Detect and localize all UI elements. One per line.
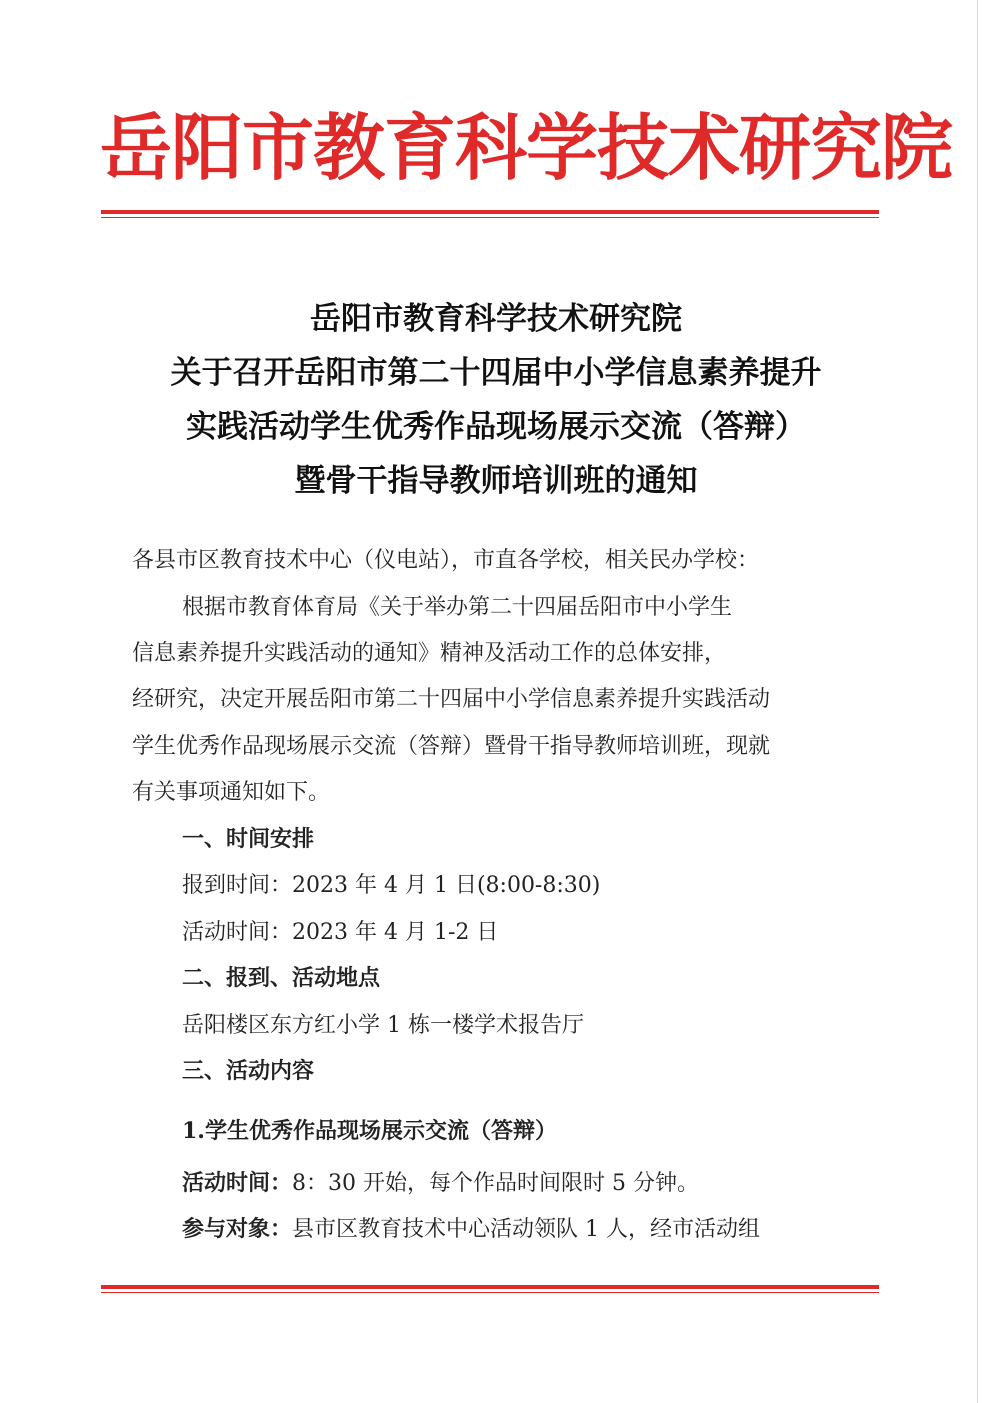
title-line-4: 暨骨干指导教师培训班的通知 xyxy=(294,463,698,499)
paragraph-1-line-5: 有关事项通知如下。 xyxy=(132,780,331,805)
item-1-time-value: 8：30 开始，每个作品时间限时 5 分钟。 xyxy=(292,1171,699,1196)
activity-time: 活动时间：2023 年 4 月 1-2 日 xyxy=(182,920,499,945)
section-2-heading: 二、报到、活动地点 xyxy=(182,966,381,991)
salutation: 各县市区教育技术中心（仪电站），市直各学校，相关民办学校： xyxy=(132,548,760,573)
location: 岳阳楼区东方红小学 1 栋一楼学术报告厅 xyxy=(182,1013,584,1038)
item-1-participants xyxy=(182,1214,760,1244)
letterhead-red-rule xyxy=(101,210,879,218)
paragraph-1-line-2: 信息素养提升实践活动的通知》精神及活动工作的总体安排， xyxy=(132,641,727,666)
item-1-participants-value: 县市区教育技术中心活动领队 1 人，经市活动组 xyxy=(292,1217,761,1242)
item-1-participants-label: 参与对象： xyxy=(182,1216,293,1242)
paragraph-1-line-3: 经研究，决定开展岳阳市第二十四届中小学信息素养提升实践活动 xyxy=(132,687,771,712)
report-time: 报到时间：2023 年 4 月 1 日(8:00-8:30) xyxy=(182,873,601,898)
org-letterhead: 岳阳市教育科学技术研究院 xyxy=(100,106,953,190)
item-1-heading: 1.学生优秀作品现场展示交流（答辩） xyxy=(182,1118,557,1144)
footer-red-rule xyxy=(101,1285,879,1293)
section-1-heading: 一、时间安排 xyxy=(182,827,315,852)
scan-edge-line xyxy=(977,0,978,1403)
title-line-1: 岳阳市教育科学技术研究院 xyxy=(310,301,682,337)
title-line-3: 实践活动学生优秀作品现场展示交流（答辩） xyxy=(186,409,806,445)
section-3-heading: 三、活动内容 xyxy=(182,1059,315,1084)
paragraph-1-line-4: 学生优秀作品现场展示交流（答辩）暨骨干指导教师培训班，现就 xyxy=(132,734,771,759)
document-title xyxy=(80,292,912,508)
paragraph-1-line-1: 根据市教育体育局《关于举办第二十四届岳阳市中小学生 xyxy=(182,595,733,620)
item-1-time xyxy=(182,1168,699,1198)
item-1-time-label: 活动时间： xyxy=(182,1170,293,1196)
title-line-2: 关于召开岳阳市第二十四届中小学信息素养提升 xyxy=(170,355,822,391)
